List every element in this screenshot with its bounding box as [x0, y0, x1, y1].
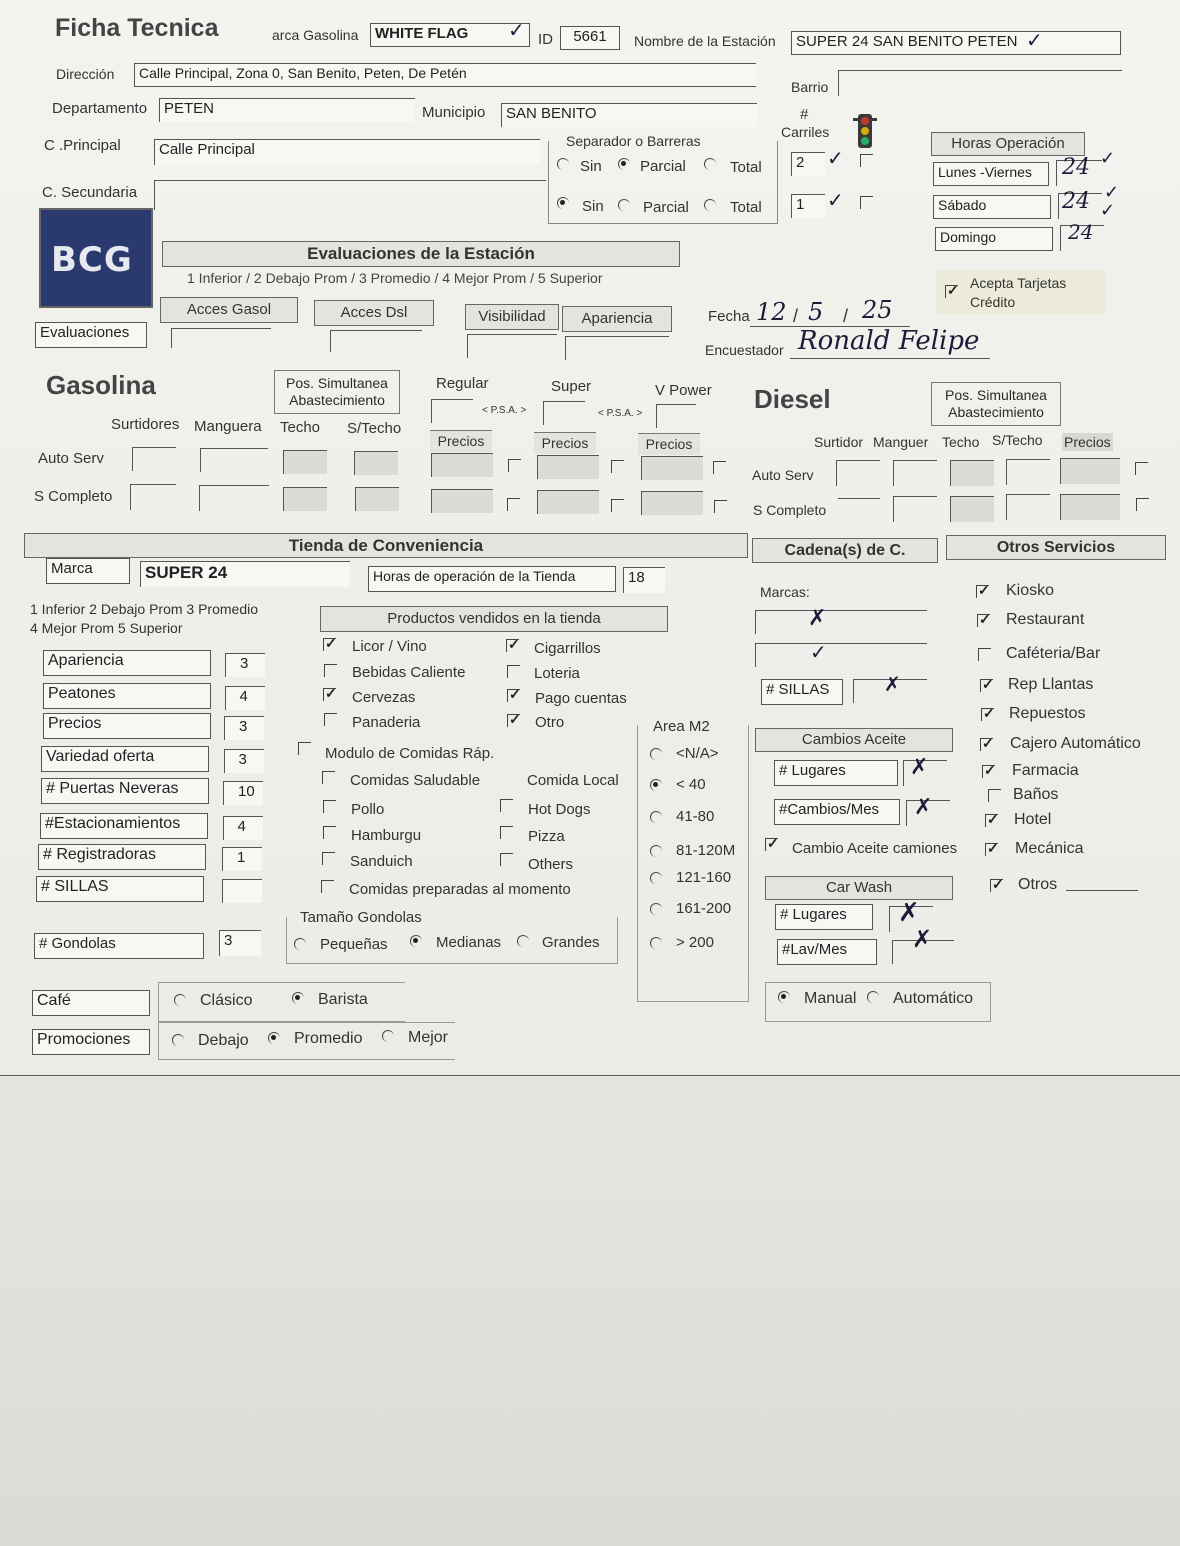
otros-servicio-checkbox[interactable]: [978, 648, 991, 661]
otros-servicio-checkbox[interactable]: [982, 765, 995, 778]
debajo-label: Debajo: [198, 1032, 249, 1049]
modulo-comidas-label: Modulo de Comidas Ráp.: [325, 745, 495, 762]
gas-auto-vpower-checkbox[interactable]: [713, 461, 726, 474]
check-mark-icon: ✓: [827, 146, 844, 170]
gas-sc-precio-vpower[interactable]: [641, 491, 703, 515]
municipio-label: Municipio: [422, 104, 486, 121]
diesel-sc-manguer[interactable]: [893, 496, 937, 522]
gas-auto-stecho[interactable]: [354, 451, 398, 475]
otros-servicio-checkbox[interactable]: [990, 879, 1003, 892]
otros-servicio-label: Repuestos: [1009, 705, 1086, 722]
promedio-label: Promedio: [294, 1030, 363, 1047]
diesel-auto-serv-label: Auto Serv: [752, 467, 814, 483]
gas-sc-vpower-checkbox[interactable]: [714, 500, 727, 513]
area-option-label: > 200: [676, 934, 714, 951]
gas-auto-regular-checkbox[interactable]: [508, 459, 521, 472]
acces-gasol-header: Acces Gasol: [160, 297, 298, 323]
area-m2-label: Area M2: [653, 718, 710, 735]
otros-servicio-label: Kiosko: [1006, 582, 1055, 599]
sanduich-label: Sanduich: [350, 853, 413, 870]
gas-sc-regular-checkbox[interactable]: [507, 498, 520, 511]
otros-servicio-checkbox[interactable]: [985, 843, 998, 856]
gas-auto-super-checkbox[interactable]: [611, 460, 624, 473]
tienda-header: Tienda de Conveniencia: [24, 533, 748, 558]
marca-gasolina-field[interactable]: WHITE FLAG: [370, 23, 530, 47]
fecha-month: 5: [808, 298, 824, 326]
separador1-parcial-radio[interactable]: [618, 158, 630, 170]
acepta-tarjetas-checkbox[interactable]: [945, 285, 958, 298]
area-radio[interactable]: [650, 845, 662, 857]
fecha-separator: /: [793, 306, 799, 326]
otros-servicio-label: Caféteria/Bar: [1006, 645, 1101, 662]
acces-gasol-field[interactable]: [171, 328, 271, 348]
departamento-label: Departamento: [52, 100, 148, 117]
otros-underline: [1066, 890, 1138, 891]
preparadas-label: Comidas preparadas al momento: [349, 881, 571, 898]
gas-auto-precio-vpower[interactable]: [641, 456, 703, 480]
otros-servicio-checkbox[interactable]: [981, 708, 994, 721]
precios-super-header: Precios: [534, 432, 596, 454]
car-wash-header: Car Wash: [765, 876, 953, 900]
precios-vpower-header: Precios: [638, 433, 700, 455]
area-option-label: 41-80: [676, 808, 715, 825]
id-label: ID: [538, 31, 553, 48]
apariencia-header: Apariencia: [562, 306, 672, 332]
promedio-radio[interactable]: [268, 1032, 280, 1044]
apariencia-field[interactable]: [565, 336, 669, 360]
psa-label: < P.S.A. >: [482, 405, 527, 416]
ca-cambios-mes-label: #Cambios/Mes: [774, 799, 900, 825]
tienda-horas-label: Horas de operación de la Tienda: [368, 566, 616, 592]
otros-servicio-checkbox[interactable]: [976, 585, 989, 598]
otro-checkbox[interactable]: [507, 714, 520, 727]
area-option-label: <N/A>: [676, 745, 719, 762]
otros-servicio-label: Restaurant: [1006, 611, 1085, 628]
check-mark-icon: ✓: [1026, 28, 1043, 52]
stecho-label: S/Techo: [347, 420, 402, 437]
gasolina-title: Gasolina: [46, 370, 156, 400]
lunes-viernes-label: Lunes -Viernes: [933, 162, 1049, 186]
rating-value-field[interactable]: [222, 879, 262, 903]
clasico-radio[interactable]: [174, 994, 186, 1006]
pago-cuentas-label: Pago cuentas: [535, 690, 627, 707]
parcial-label: Parcial: [643, 199, 689, 216]
bcg-logo: [39, 208, 153, 308]
barrio-field[interactable]: [838, 70, 1122, 96]
panaderia-label: Panaderia: [352, 714, 421, 731]
departamento-field[interactable]: PETEN: [159, 98, 415, 122]
stecho-label: S/Techo: [992, 432, 1043, 448]
tienda-scale-2: 4 Mejor Prom 5 Superior: [30, 620, 183, 636]
gas-sc-stecho[interactable]: [355, 487, 399, 511]
cadena-marca-1-field[interactable]: [755, 610, 927, 634]
debajo-radio[interactable]: [172, 1034, 184, 1046]
techo-label: Techo: [280, 419, 321, 436]
area-radio[interactable]: [650, 937, 662, 949]
rating-label: # SILLAS: [36, 876, 204, 902]
diesel-precios-header: Precios: [1064, 434, 1111, 450]
gasolina-pos-simultanea: [274, 370, 400, 414]
fecha-day: 12: [756, 298, 787, 326]
diesel-sc-techo[interactable]: [950, 496, 994, 522]
manguer-label: Manguer: [873, 434, 929, 450]
grandes-radio[interactable]: [517, 935, 529, 947]
tamano-gondolas-label: Tamaño Gondolas: [300, 909, 422, 926]
evaluaciones-header: Evaluaciones de la Estación: [162, 241, 680, 267]
otros-servicio-checkbox[interactable]: [980, 738, 993, 751]
diesel-auto-checkbox[interactable]: [1135, 462, 1148, 475]
diesel-auto-precio[interactable]: [1060, 458, 1120, 484]
notes-area[interactable]: [0, 1077, 1180, 1546]
check-mark-icon: ✓: [508, 18, 525, 42]
evaluaciones-label: Evaluaciones: [35, 322, 147, 348]
bottom-divider: [0, 1075, 1180, 1076]
cervezas-label: Cervezas: [352, 689, 416, 706]
c-principal-label: C .Principal: [44, 137, 121, 154]
rating-label: Variedad oferta: [41, 746, 209, 772]
regular-label: Regular: [436, 375, 489, 392]
x-mark-icon: ✗: [884, 672, 901, 696]
s-completo-label: S Completo: [34, 488, 113, 505]
gas-auto-precio-regular[interactable]: [431, 453, 493, 477]
grandes-label: Grandes: [542, 934, 600, 951]
super-psa-field[interactable]: [543, 401, 585, 425]
diesel-sc-surtidor-line: [838, 498, 880, 499]
gas-sc-manguera[interactable]: [199, 485, 269, 511]
cervezas-checkbox[interactable]: [323, 688, 336, 701]
barista-radio[interactable]: [292, 992, 304, 1004]
x-mark-icon: ✗: [808, 606, 827, 631]
rating-label: Precios: [43, 713, 211, 739]
tienda-horas-field[interactable]: 18: [623, 567, 665, 593]
pago-cuentas-checkbox[interactable]: [507, 689, 520, 702]
gasolina-pos-label: Pos. Simultanea Abastecimiento: [286, 375, 388, 408]
rating-value-field[interactable]: 10: [223, 781, 263, 805]
separador2-sin-radio[interactable]: [557, 197, 569, 209]
evaluaciones-scale: 1 Inferior / 2 Debajo Prom / 3 Promedio / 4 Mejor Prom / 5 Superior: [187, 270, 603, 286]
diesel-sc-checkbox[interactable]: [1136, 498, 1149, 511]
gas-auto-precio-super[interactable]: [537, 455, 599, 479]
pizza-label: Pizza: [528, 828, 565, 845]
pizza-checkbox[interactable]: [500, 826, 513, 839]
area-option-label: 121-160: [676, 869, 732, 886]
bebidas-checkbox[interactable]: [324, 664, 337, 677]
rating-value-field[interactable]: 4: [225, 686, 265, 710]
diesel-sc-precio[interactable]: [1060, 494, 1120, 520]
area-radio[interactable]: [650, 872, 662, 884]
gas-auto-surtidores[interactable]: [132, 447, 176, 471]
vpower-psa-field[interactable]: [656, 404, 696, 428]
diesel-sc-stecho[interactable]: [1006, 494, 1050, 520]
c-principal-field[interactable]: Calle Principal: [154, 139, 540, 165]
municipio-field[interactable]: SAN BENITO: [501, 103, 757, 127]
credito-label: Crédito: [970, 294, 1016, 310]
parcial-label: Parcial: [640, 158, 686, 175]
lunes-viernes-value: 24: [1062, 155, 1090, 180]
area-option-label: < 40: [676, 776, 706, 793]
promociones-label: Promociones: [32, 1029, 150, 1055]
tienda-scale-1: 1 Inferior 2 Debajo Prom 3 Promedio: [30, 601, 258, 617]
cigarrillos-checkbox[interactable]: [506, 639, 519, 652]
check-mark-icon: ✓: [1104, 182, 1120, 203]
area-m2-group: [637, 725, 749, 1002]
gas-sc-surtidores[interactable]: [130, 484, 176, 510]
fecha-year: 25: [862, 296, 893, 324]
rating-label: #Estacionamientos: [40, 813, 208, 839]
cadena-header: Cadena(s) de C.: [752, 538, 938, 563]
diesel-auto-manguer[interactable]: [893, 460, 937, 486]
x-mark-icon: ✗: [898, 898, 920, 928]
medianas-label: Medianas: [436, 934, 502, 951]
rating-label: # Registradoras: [38, 844, 206, 870]
sabado-value: 24: [1062, 189, 1090, 214]
direccion-label: Dirección: [56, 66, 115, 82]
hamburgu-checkbox[interactable]: [323, 826, 336, 839]
sabado-label: Sábado: [933, 195, 1051, 219]
saludable-label: Comidas Saludable: [350, 772, 481, 789]
carriles-hash: #: [800, 106, 809, 123]
cw-lugares-label: # Lugares: [775, 904, 873, 930]
check-mark-icon: ✓: [1100, 148, 1116, 169]
medianas-radio[interactable]: [410, 935, 422, 947]
carriles-2-checkbox[interactable]: [860, 196, 873, 209]
rating-value-field[interactable]: 3: [225, 653, 265, 677]
acces-dsl-field[interactable]: [330, 330, 422, 352]
acepta-tarjetas-label: Acepta Tarjetas: [970, 275, 1067, 291]
otros-servicio-checkbox[interactable]: [985, 814, 998, 827]
separador2-parcial-radio[interactable]: [618, 199, 630, 211]
x-mark-icon: ✗: [910, 755, 929, 780]
comida-local-label: Comida Local: [527, 772, 619, 789]
encuestador-underline: [790, 358, 990, 359]
separador-label: Separador o Barreras: [566, 133, 701, 149]
cadena-marca-2-field[interactable]: [755, 643, 927, 667]
area-radio[interactable]: [650, 903, 662, 915]
preparadas-checkbox[interactable]: [321, 880, 334, 893]
separador1-total-radio[interactable]: [704, 158, 716, 170]
encuestador-value: Ronald Felipe: [798, 326, 980, 356]
rating-value-field[interactable]: 1: [222, 847, 262, 871]
rating-value-field[interactable]: 3: [224, 716, 264, 740]
psa-label: < P.S.A. >: [598, 408, 643, 419]
tienda-marca-label: Marca: [46, 558, 130, 584]
cigarrillos-label: Cigarrillos: [534, 640, 601, 657]
techo-label: Techo: [942, 434, 980, 450]
others-label: Others: [528, 856, 574, 873]
nombre-estacion-field[interactable]: SUPER 24 SAN BENITO PETEN: [791, 31, 1121, 55]
check-mark-icon: ✓: [810, 640, 827, 664]
surtidor-label: Surtidor: [814, 434, 864, 450]
pequenas-label: Pequeñas: [320, 936, 388, 953]
pequenas-radio[interactable]: [294, 938, 306, 950]
carriles-1-field[interactable]: 2: [791, 152, 825, 176]
gondolas-label: # Gondolas: [34, 933, 204, 959]
manguera-label: Manguera: [194, 418, 262, 435]
check-mark-icon: ✓: [827, 188, 844, 212]
otros-servicio-label: Otros: [1018, 876, 1058, 893]
acces-dsl-header: Acces Dsl: [314, 300, 434, 326]
cw-lav-mes-label: #Lav/Mes: [777, 939, 877, 965]
automatico-radio[interactable]: [867, 991, 879, 1003]
ca-lugares-label: # Lugares: [774, 760, 898, 786]
diesel-auto-stecho[interactable]: [1006, 459, 1050, 485]
marca-gasolina-label: arca Gasolina: [272, 27, 359, 43]
form-title: Ficha Tecnica: [55, 14, 219, 42]
visibilidad-field[interactable]: [467, 334, 557, 358]
area-radio[interactable]: [650, 811, 662, 823]
carriles-2-field[interactable]: 1: [791, 194, 825, 218]
area-radio[interactable]: [650, 779, 662, 791]
sin-label: Sin: [582, 198, 604, 215]
mejor-label: Mejor: [408, 1029, 449, 1046]
visibilidad-header: Visibilidad: [465, 304, 559, 330]
productos-header: Productos vendidos en la tienda: [320, 606, 668, 632]
diesel-pos-simultanea: [931, 382, 1061, 426]
pollo-checkbox[interactable]: [323, 800, 336, 813]
surtidores-label: Surtidores: [111, 416, 180, 433]
traffic-light-icon: [850, 112, 880, 150]
licor-checkbox[interactable]: [323, 638, 336, 651]
fecha-label: Fecha: [708, 308, 750, 325]
otros-servicio-label: Mecánica: [1015, 840, 1084, 857]
gas-sc-super-checkbox[interactable]: [611, 499, 624, 512]
bebidas-label: Bebidas Caliente: [352, 664, 466, 681]
otros-servicio-label: Farmacia: [1012, 762, 1079, 779]
x-mark-icon: ✗: [912, 925, 933, 953]
vpower-label: V Power: [655, 382, 712, 399]
cadena-sillas-label: # SILLAS: [761, 679, 843, 705]
domingo-label: Domingo: [935, 227, 1053, 251]
area-option-label: 161-200: [676, 900, 732, 917]
horas-operacion-header: Horas Operación: [931, 132, 1085, 156]
diesel-auto-surtidor[interactable]: [836, 460, 880, 486]
hotdogs-label: Hot Dogs: [528, 801, 591, 818]
encuestador-label: Encuestador: [705, 342, 784, 358]
manual-label: Manual: [804, 990, 857, 1007]
panaderia-checkbox[interactable]: [324, 713, 337, 726]
barista-label: Barista: [318, 991, 368, 1008]
x-mark-icon: ✗: [914, 795, 933, 820]
carriles-label: Carriles: [781, 124, 830, 140]
diesel-auto-techo[interactable]: [950, 460, 994, 486]
carriles-1-checkbox[interactable]: [860, 154, 873, 167]
area-radio[interactable]: [650, 748, 662, 760]
nombre-estacion-label: Nombre de la Estación: [634, 33, 776, 49]
precios-regular-header: Precios: [430, 430, 492, 452]
rating-label: Peatones: [43, 683, 211, 709]
bcg-logo-text: BCG: [51, 240, 133, 280]
sin-label: Sin: [580, 158, 602, 175]
rating-value-field[interactable]: 3: [224, 749, 264, 773]
total-label: Total: [730, 199, 762, 216]
sanduich-checkbox[interactable]: [322, 852, 335, 865]
saludable-checkbox[interactable]: [322, 771, 335, 784]
clasico-label: Clásico: [200, 992, 253, 1009]
c-secundaria-field[interactable]: [154, 180, 546, 210]
otros-servicio-label: Baños: [1013, 786, 1059, 803]
modulo-comidas-checkbox[interactable]: [298, 742, 311, 755]
loteria-label: Loteria: [534, 665, 580, 682]
direccion-field[interactable]: Calle Principal, Zona 0, San Benito, Peten, De Petén: [134, 63, 756, 87]
rating-label: # Puertas Neveras: [41, 778, 209, 804]
diesel-pos-label: Pos. Simultanea Abastecimiento: [945, 387, 1047, 420]
regular-psa-field[interactable]: [431, 399, 473, 423]
domingo-value: 24: [1068, 220, 1094, 244]
hotdogs-checkbox[interactable]: [500, 799, 513, 812]
gas-sc-techo[interactable]: [283, 487, 327, 511]
cambio-camiones-label: Cambio Aceite camiones: [792, 840, 958, 857]
otros-servicio-label: Rep Llantas: [1008, 676, 1094, 693]
cambios-aceite-header: Cambios Aceite: [755, 728, 953, 752]
otros-servicios-header: Otros Servicios: [946, 535, 1166, 560]
fecha-separator: /: [843, 306, 849, 326]
area-option-label: 81-120M: [676, 842, 736, 859]
otros-servicio-label: Cajero Automático: [1010, 735, 1141, 752]
marcas-label: Marcas:: [760, 584, 810, 600]
gas-auto-manguera[interactable]: [200, 448, 268, 472]
gas-sc-precio-super[interactable]: [537, 490, 599, 514]
others-checkbox[interactable]: [500, 853, 513, 866]
hamburgu-label: Hamburgu: [351, 827, 422, 844]
super-label: Super: [551, 378, 592, 395]
c-secundaria-label: C. Secundaria: [42, 184, 138, 201]
pollo-label: Pollo: [351, 801, 385, 818]
gas-auto-techo[interactable]: [283, 450, 327, 474]
total-label: Total: [730, 159, 762, 176]
loteria-checkbox[interactable]: [507, 665, 520, 678]
separador2-total-radio[interactable]: [704, 199, 716, 211]
cafe-label: Café: [32, 990, 150, 1016]
diesel-title: Diesel: [754, 384, 831, 414]
otros-servicio-checkbox[interactable]: [977, 614, 990, 627]
gas-sc-precio-regular[interactable]: [431, 489, 493, 513]
diesel-s-completo-label: S Completo: [753, 502, 827, 518]
otro-label: Otro: [535, 714, 565, 731]
otros-servicio-checkbox[interactable]: [980, 679, 993, 692]
cambio-camiones-checkbox[interactable]: [765, 838, 778, 851]
separador1-sin-radio[interactable]: [557, 158, 569, 170]
mejor-radio[interactable]: [382, 1030, 394, 1042]
manual-radio[interactable]: [778, 991, 790, 1003]
barrio-label: Barrio: [791, 79, 829, 95]
tienda-marca-field[interactable]: SUPER 24: [140, 561, 350, 587]
rating-value-field[interactable]: 4: [223, 816, 263, 840]
id-field[interactable]: 5661: [560, 26, 620, 50]
gondolas-field[interactable]: 3: [219, 930, 261, 956]
automatico-label: Automático: [893, 990, 974, 1007]
otros-servicio-checkbox[interactable]: [988, 789, 1001, 802]
check-mark-icon: ✓: [1100, 200, 1116, 221]
rating-label: Apariencia: [43, 650, 211, 676]
licor-label: Licor / Vino: [352, 638, 427, 655]
auto-serv-label: Auto Serv: [38, 450, 104, 467]
otros-servicio-label: Hotel: [1014, 811, 1052, 828]
